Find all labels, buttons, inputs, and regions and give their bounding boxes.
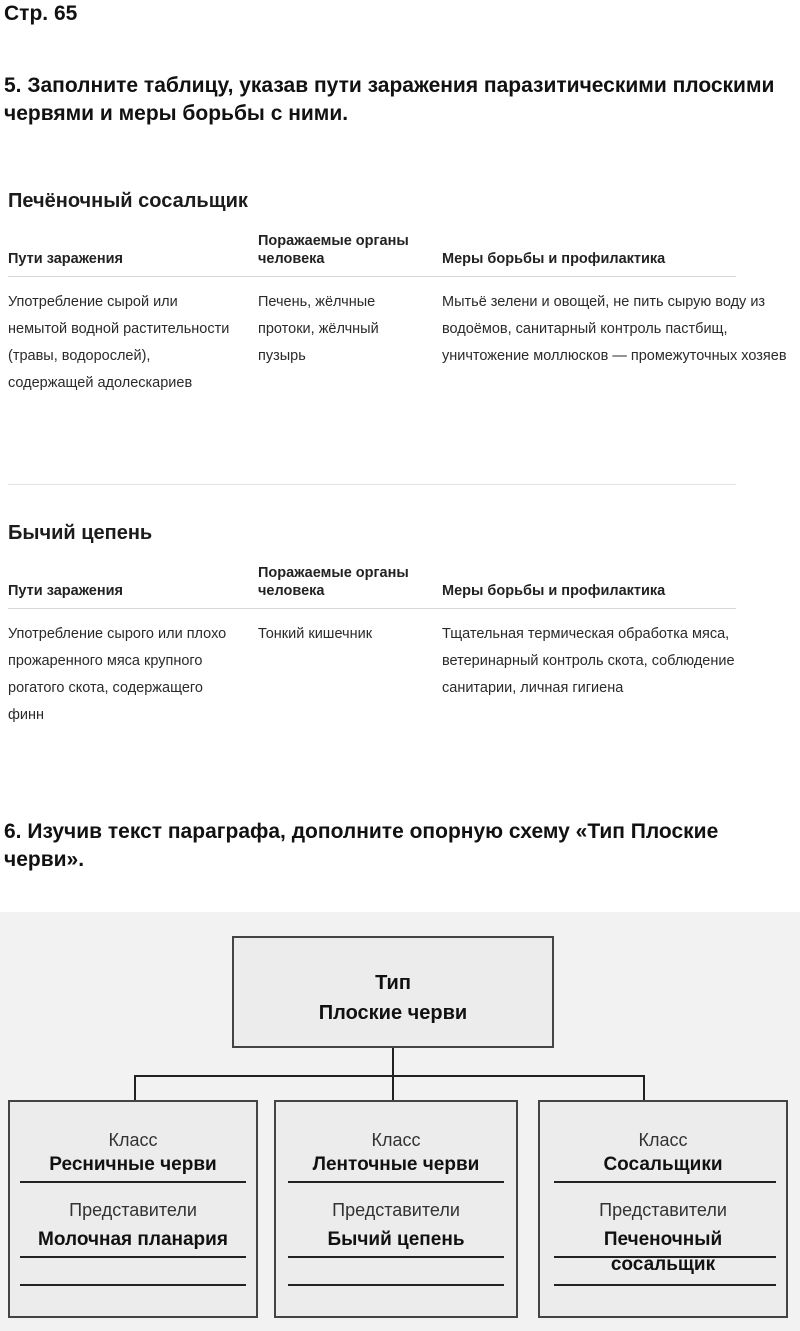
representatives-label: Представители — [69, 1200, 197, 1220]
task-6-title: 6. Изучив текст параграфа, дополните опорную схему «Тип Плоские черви». — [4, 820, 719, 871]
representatives-label: Представители — [599, 1200, 727, 1220]
page-number: Стр. 65 — [4, 2, 78, 25]
answer-line — [554, 1284, 776, 1286]
connector-horizontal — [134, 1075, 644, 1077]
class-label: Класс — [371, 1130, 421, 1150]
representatives-label: Представители — [332, 1200, 460, 1220]
cell-infection: Употребление сырой или немытой водной растительности (травы, водорослей), содержащей адолескариев — [8, 294, 230, 391]
root-line-2: Плоские черви — [318, 1002, 468, 1024]
root-line-1: Тип — [375, 972, 411, 994]
answer-line — [554, 1181, 776, 1183]
section-separator — [8, 484, 736, 485]
header-divider — [8, 608, 736, 609]
connector-vertical — [392, 1048, 394, 1076]
section-title-liver-fluke: Печёночный сосальщик — [8, 190, 248, 212]
answer-line — [20, 1256, 246, 1258]
header-infection: Пути заражения — [8, 583, 123, 599]
connector-middle — [392, 1075, 394, 1101]
representative-name: Молочная планария — [38, 1229, 228, 1250]
cell-measures: Мытьё зелени и овощей, не пить сырую воду из водоёмов, санитарный контроль пастбищ, уничтожение моллюсков — промежуточных хозяев — [442, 294, 787, 364]
class-label: Класс — [638, 1130, 688, 1150]
representative-name: Бычий цепень — [327, 1229, 465, 1250]
header-divider — [8, 276, 736, 277]
connector-right — [643, 1075, 645, 1101]
cell-infection: Употребление сырого или плохо прожаренного мяса крупного рогатого скота, содержащего финн — [8, 626, 227, 723]
section-title-beef-tapeworm: Бычий цепень — [8, 522, 153, 544]
answer-line — [288, 1181, 504, 1183]
header-organs: Поражаемые органы человека — [258, 565, 409, 599]
class-box-tapeworms — [274, 1100, 518, 1318]
representative-name-line-2: сосальщик — [610, 1254, 716, 1275]
answer-line — [20, 1284, 246, 1286]
scheme-root-box — [232, 936, 554, 1048]
class-box-ciliated — [8, 1100, 258, 1318]
cell-organs: Тонкий кишечник — [258, 626, 373, 642]
class-box-flukes — [538, 1100, 788, 1318]
cell-measures: Тщательная термическая обработка мяса, ветеринарный контроль скота, соблюдение санитарии, личная гигиена — [442, 626, 735, 696]
class-name: Ресничные черви — [49, 1154, 217, 1175]
answer-line — [288, 1284, 504, 1286]
answer-line — [288, 1256, 504, 1258]
class-name: Ленточные черви — [312, 1154, 480, 1175]
connector-left — [134, 1075, 136, 1101]
cell-organs: Печень, жёлчные протоки, жёлчный пузырь — [258, 294, 379, 364]
class-label: Класс — [108, 1130, 158, 1150]
header-measures: Меры борьбы и профилактика — [442, 583, 666, 599]
header-infection: Пути заражения — [8, 251, 123, 267]
task-5-title: 5. Заполните таблицу, указав пути заражения паразитическими плоскими червями и меры борьбы с ними. — [4, 74, 775, 125]
header-organs: Поражаемые органы человека — [258, 233, 409, 267]
representative-name-line-1: Печеночный — [603, 1229, 723, 1250]
header-measures: Меры борьбы и профилактика — [442, 251, 666, 267]
answer-line — [20, 1181, 246, 1183]
class-name: Сосальщики — [603, 1154, 723, 1175]
